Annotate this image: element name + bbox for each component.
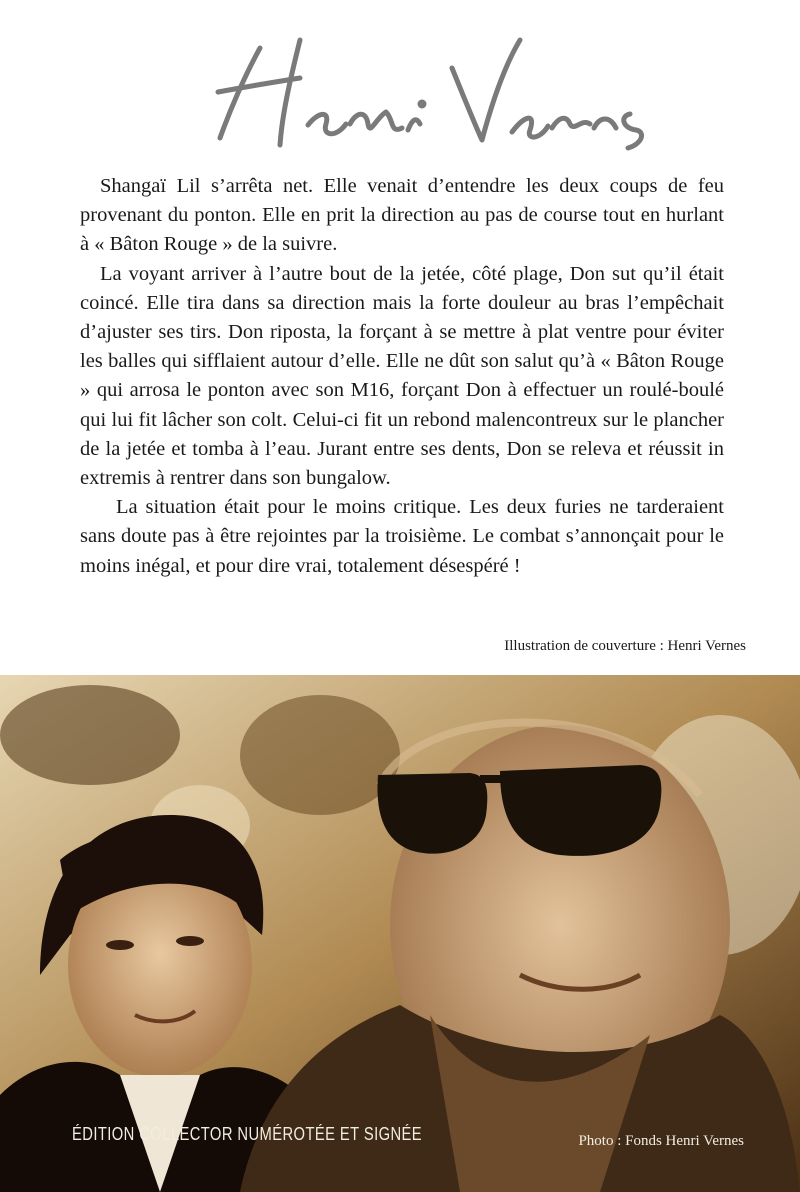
author-photo xyxy=(0,675,800,1192)
paragraph: Shangaï Lil s’arrêta net. Elle venait d’entendre les deux coups de feu provenant du ponton. Elle en prit la direction au pas de course tout en hurlant à « Bâton Rouge » de la suivre. xyxy=(80,175,724,256)
author-signature xyxy=(190,20,650,160)
paragraph: La situation était pour le moins critique. Les deux furies ne tarderaient sans doute pas à être rejointes par la troisième. Le combat s’annonçait pour le moins inégal, et pour dire vrai, totalement désespéré ! xyxy=(80,496,724,577)
paragraph: La voyant arriver à l’autre bout de la jetée, côté plage, Don sut qu’il était coincé. Elle tira dans sa direction mais la forte douleur au bras l’empêchait d’ajuster ses tirs. Don riposta, la forçant à se mettre à plat ventre pour éviter les balles qui sifflaient autour d’elle. Elle ne dût son salut qu’à « Bâton Rouge » qui arrosa le ponton avec son M16, forçant Don à effectuer un roulé-boulé qui lui fit lâcher son colt. Celui-ci fit un rebond malencontreux sur le plancher de la jetée et tomba à l’eau. Jurant entre ses dents, Don se releva et réussit in extremis à rentrer dans son bungalow. xyxy=(80,262,724,490)
collector-edition-label: ÉDITION COLLECTOR NUMÉROTÉE ET SIGNÉE xyxy=(72,1124,423,1144)
photo-illustration xyxy=(0,675,800,1192)
excerpt-text xyxy=(80,172,724,581)
cover-illustration-credit: Illustration de couverture : Henri Vernes xyxy=(504,638,746,654)
photo-credit: Photo : Fonds Henri Vernes xyxy=(578,1133,744,1149)
